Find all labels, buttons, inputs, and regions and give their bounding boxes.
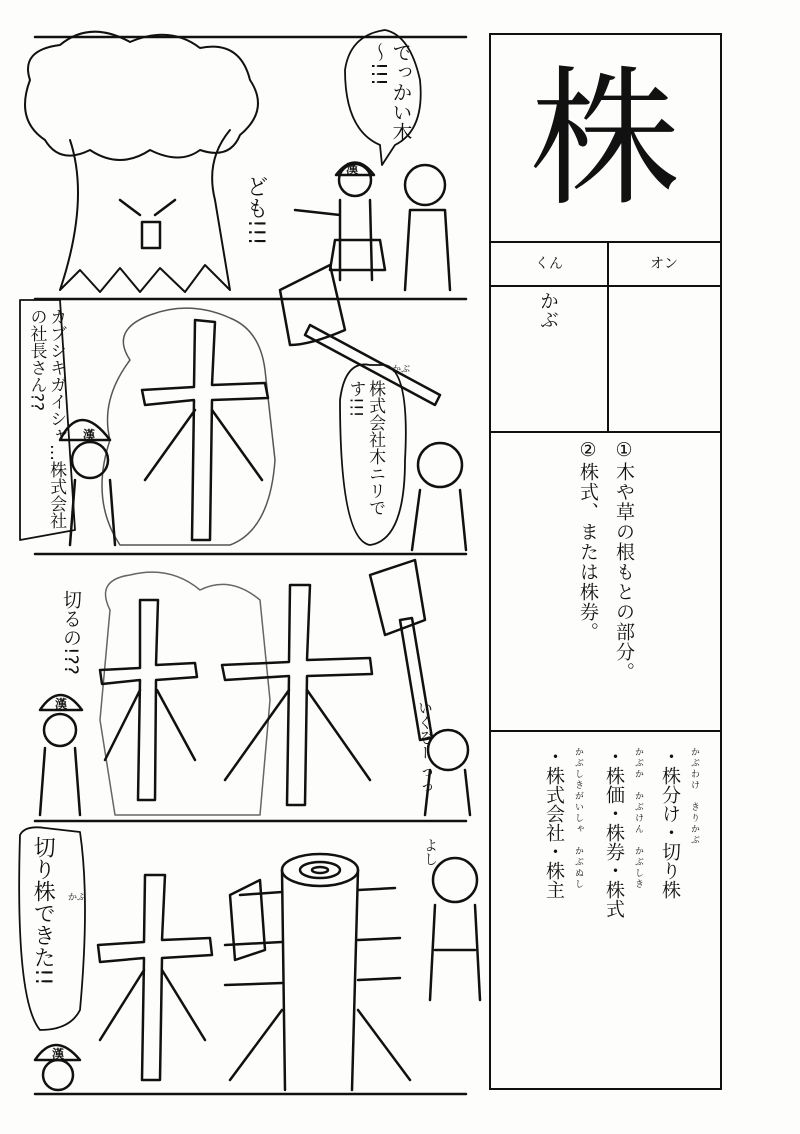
divider-meanings [491, 730, 720, 732]
big-tree-kanji-p4 [98, 875, 212, 1080]
example-2: ・株価・株券・株式 [603, 747, 625, 918]
p4-ruby-kabu: かぶ [68, 893, 87, 903]
kanji-character: 株 [529, 53, 680, 227]
divider-readings [491, 431, 720, 433]
tree-trunk [60, 130, 230, 292]
p2-helmet-mark: 漢 [83, 428, 96, 442]
p4-speech-kid: 切り株できた!! [30, 836, 56, 986]
kun-reading: かぶ [537, 291, 559, 329]
example-2-ruby: かぶか かぶけん かぶしき [633, 747, 643, 890]
example-3: ・株式会社・株主 [543, 747, 565, 899]
p4-speech-man: よし [422, 838, 438, 866]
p1-speech-kid: でっかい木～!!! [367, 42, 413, 142]
p3-helmet-mark: 漢 [55, 697, 68, 711]
meaning-2: ②株式、または株券。 [577, 439, 599, 642]
divider-headers [491, 285, 720, 287]
p3-speech-kid: 切るの!?? [60, 590, 82, 675]
kanji-info-card [489, 33, 722, 1090]
big-tree-kanji-p2 [142, 320, 268, 540]
p4-helmet-mark: 漢 [52, 1047, 65, 1061]
example-1: ・株分け・切り株 [659, 747, 681, 899]
p1-helmet-mark: 漢 [346, 162, 359, 176]
p2-speech-kid: カブシキガイシャ…株式会社の社長さん?? [26, 308, 67, 529]
p2-speech-man: 株式会社木ニリです!!! [345, 380, 386, 516]
example-1-ruby: かぶわけ きりかぶ [689, 747, 699, 846]
p1-speech-tree: ども!!! [243, 175, 268, 246]
p3-speech-man: いくぞー っっ [416, 700, 434, 795]
big-tree-kanji-p3b [222, 585, 372, 805]
divider-kanji [491, 241, 720, 243]
on-header: オン [650, 256, 678, 272]
big-tree-kanji-p3a [100, 600, 197, 800]
p2-ruby-kabu: かぶ [392, 365, 411, 375]
kun-header: くん [535, 256, 563, 272]
meaning-1: ①木や草の根もとの部分。 [613, 439, 635, 682]
example-3-ruby: かぶしきがいしゃ かぶぬし [573, 747, 583, 890]
stump-top [282, 854, 358, 886]
